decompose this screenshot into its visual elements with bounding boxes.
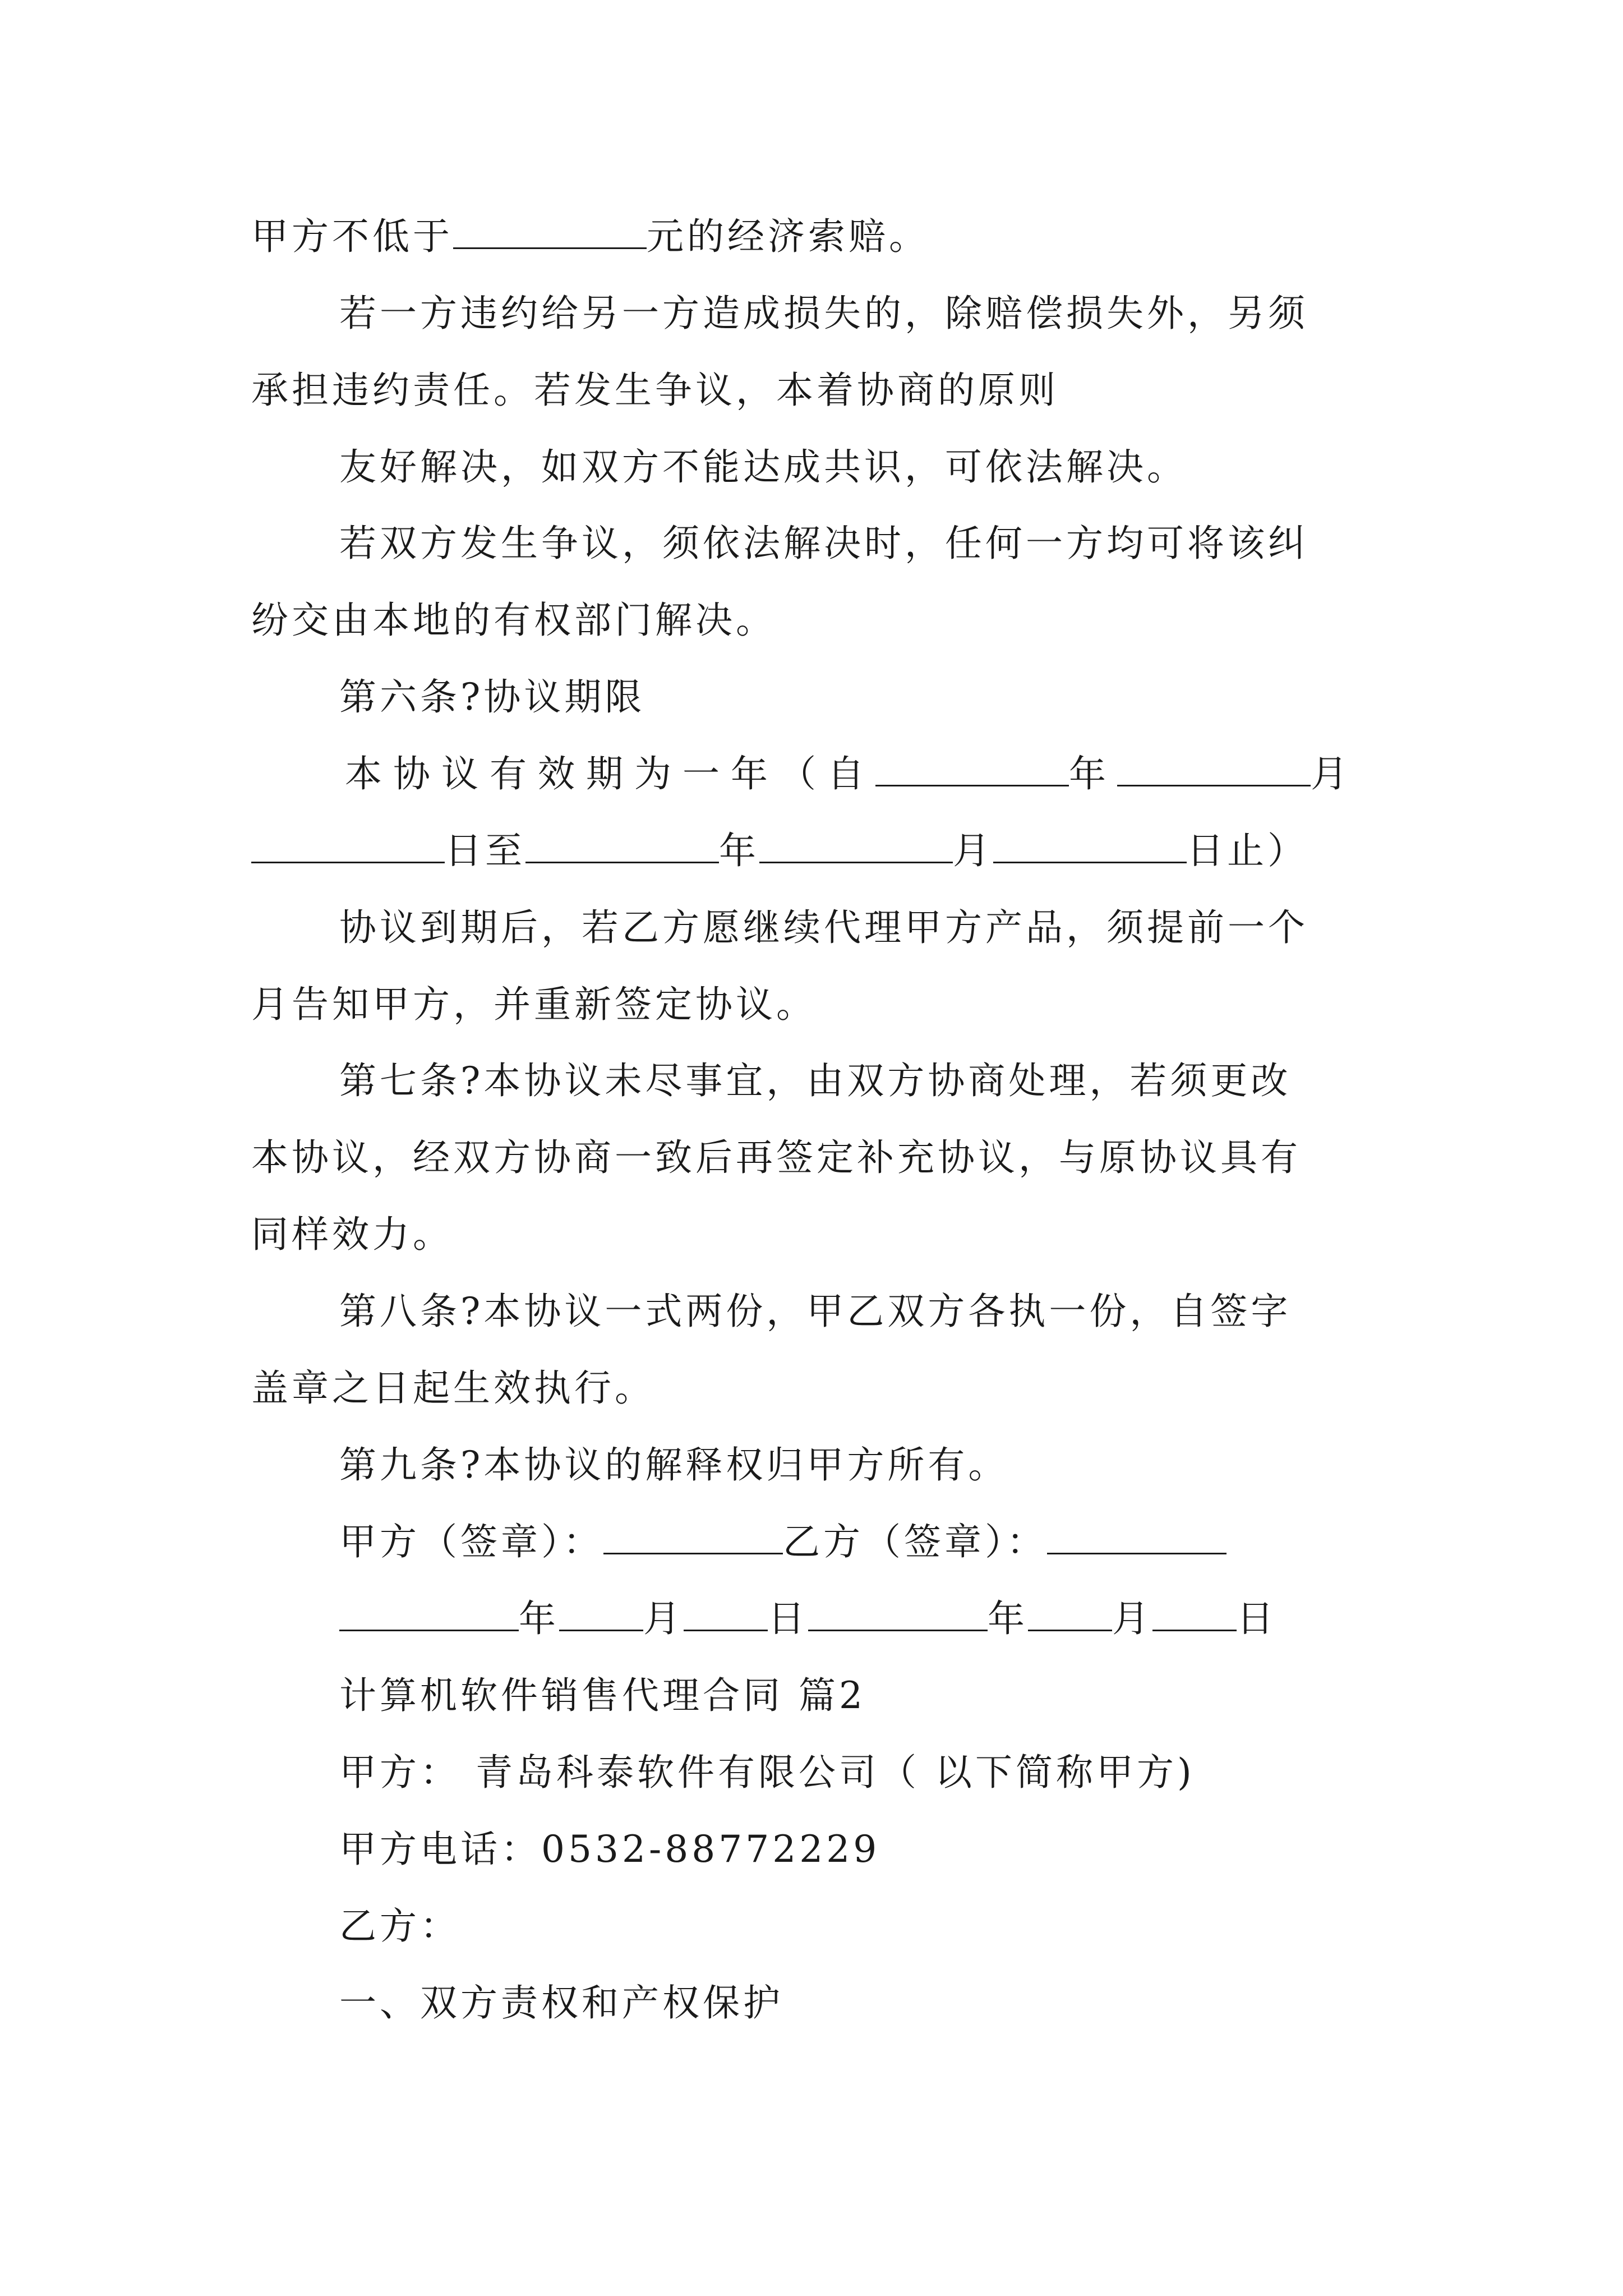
fill-in-blank[interactable] <box>684 1595 768 1631</box>
paragraph-line-4: 友好解决，如双方不能达成共识，可依法解决。 <box>339 445 1187 489</box>
section-heading-article-9: 第九条?本协议的解释权归甲方所有。 <box>339 1443 1009 1487</box>
paragraph-line-14: 同样效力。 <box>251 1213 453 1256</box>
section-heading-1: 一、双方责权和产权保护 <box>339 1981 783 2024</box>
signature-date-line: 年 月 日 年 月 日 <box>339 1594 1388 1644</box>
party-a-phone: 甲方电话：0532-88772229 <box>339 1828 880 1871</box>
party-b-signature-blank[interactable] <box>1047 1518 1227 1554</box>
paragraph-line-16: 盖章之日起生效执行。 <box>251 1366 655 1410</box>
fill-in-blank[interactable] <box>993 827 1187 863</box>
party-a-signature-blank[interactable] <box>603 1518 783 1554</box>
party-a-name: 甲方： 青岛科泰软件有限公司（ 以下简称甲方) <box>339 1751 1195 1794</box>
paragraph-line-9: 日至 年 月 日止） <box>251 826 1384 876</box>
contract-title-part-2: 计算机软件销售代理合同 篇2 <box>339 1674 866 1717</box>
paragraph-line-11: 月告知甲方，并重新签定协议。 <box>251 983 817 1026</box>
section-heading-article-7: 第七条?本协议未尽事宜，由双方协商处理，若须更改 <box>339 1059 1292 1102</box>
fill-in-blank[interactable] <box>1028 1595 1112 1631</box>
fill-in-blank[interactable] <box>759 827 953 863</box>
fill-in-blank[interactable] <box>525 827 719 863</box>
paragraph-line-6: 纷交由本地的有权部门解决。 <box>251 599 776 642</box>
paragraph-line-5: 若双方发生争议，须依法解决时，任何一方均可将该纠 <box>339 522 1308 565</box>
paragraph-line-1: 甲方不低于 元的经济索赔。 <box>251 211 1384 262</box>
paragraph-line-8: 本协议有效期为一年（自 年 月 <box>345 749 1394 799</box>
fill-in-blank[interactable] <box>1117 750 1311 786</box>
party-b-label: 乙方： <box>339 1904 460 1948</box>
section-heading-article-6: 第六条?协议期限 <box>339 675 645 719</box>
fill-in-blank[interactable] <box>453 213 647 249</box>
section-heading-article-8: 第八条?本协议一式两份，甲乙双方各执一份，自签字 <box>339 1290 1292 1333</box>
paragraph-line-3: 承担违约责任。若发生争议，本着协商的原则 <box>251 369 1059 412</box>
paragraph-line-13: 本协议，经双方协商一致后再签定补充协议，与原协议具有 <box>251 1136 1301 1179</box>
fill-in-blank[interactable] <box>875 750 1069 786</box>
paragraph-line-2: 若一方违约给另一方造成损失的，除赔偿损失外，另须 <box>339 292 1308 335</box>
fill-in-blank[interactable] <box>559 1595 643 1631</box>
signature-line: 甲方（签章）： 乙方（签章）： <box>339 1517 1388 1567</box>
fill-in-blank[interactable] <box>251 827 445 863</box>
fill-in-blank[interactable] <box>1152 1595 1237 1631</box>
fill-in-blank[interactable] <box>339 1595 519 1631</box>
fill-in-blank[interactable] <box>808 1595 988 1631</box>
paragraph-line-10: 协议到期后，若乙方愿继续代理甲方产品，须提前一个 <box>339 906 1308 949</box>
